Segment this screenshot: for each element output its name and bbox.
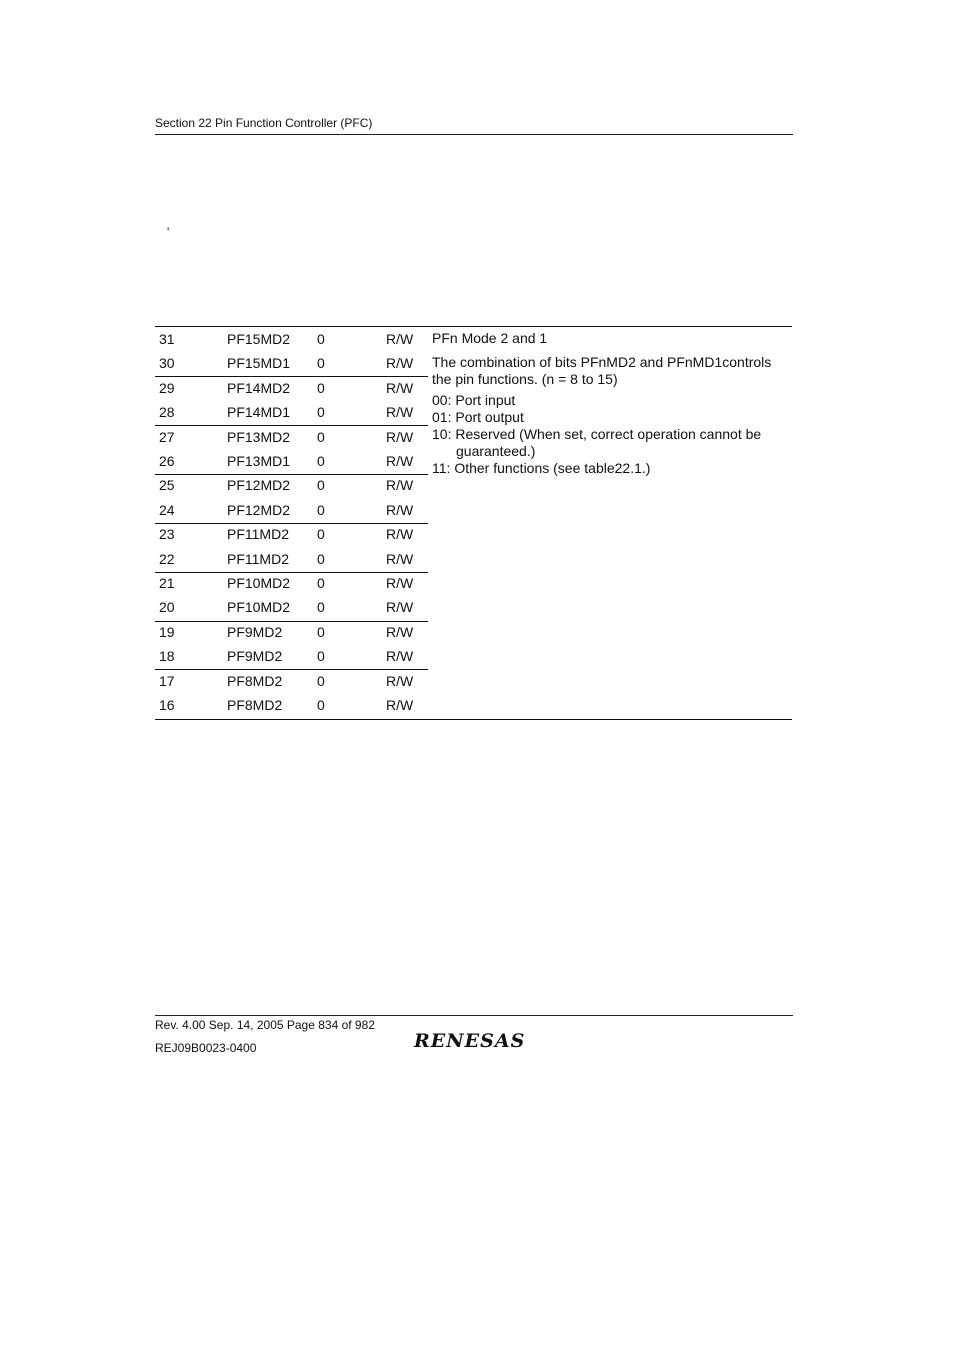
table-row xyxy=(155,669,428,693)
table-row xyxy=(155,376,428,400)
table-row xyxy=(155,473,428,497)
bit-name: PF14MD1 xyxy=(227,404,291,421)
initial-value: 0 xyxy=(317,501,325,518)
initial-value: 0 xyxy=(317,379,325,396)
rw-access: R/W xyxy=(386,623,414,640)
renesas-logo xyxy=(414,1030,536,1054)
bit-name: PF15MD1 xyxy=(227,355,291,372)
rw-access: R/W xyxy=(386,575,414,591)
description-title: PFn Mode 2 and 1 xyxy=(432,330,548,346)
bit-number: 22 xyxy=(159,550,175,567)
option-item: 10: Reserved (When set, correct operation cannot be guaranteed.) xyxy=(432,426,762,459)
table-row xyxy=(155,595,428,619)
bit-number: 28 xyxy=(159,404,175,421)
bit-name: PF12MD2 xyxy=(227,477,291,494)
rw-access: R/W xyxy=(386,599,414,616)
bit-name: PF15MD2 xyxy=(227,331,291,347)
table-row xyxy=(155,425,428,449)
option-item: 00: Port input xyxy=(432,392,516,408)
option-item: 01: Port output xyxy=(432,409,524,425)
bit-number: 17 xyxy=(159,672,175,689)
bit-description xyxy=(432,330,788,477)
initial-value: 0 xyxy=(317,697,325,713)
table-row xyxy=(155,498,428,522)
bit-number: 29 xyxy=(159,379,175,396)
rw-access: R/W xyxy=(386,550,414,567)
description-body: The combination of bits PFnMD2 and PFnMD1controls the pin functions. (n = 8 to 15) xyxy=(432,354,772,387)
bit-number: 30 xyxy=(159,355,175,372)
bit-number: 27 xyxy=(159,428,175,445)
bit-name: PF10MD2 xyxy=(227,575,291,591)
initial-value: 0 xyxy=(317,550,325,567)
bit-number: 16 xyxy=(159,697,175,713)
bit-name: PF11MD2 xyxy=(227,550,289,567)
bit-number: 24 xyxy=(159,501,175,518)
initial-value: 0 xyxy=(317,331,325,347)
register-bit-table xyxy=(155,326,792,720)
bit-number: 26 xyxy=(159,453,175,469)
table-row xyxy=(155,620,428,644)
bit-number: 31 xyxy=(159,331,175,347)
initial-value: 0 xyxy=(317,648,325,665)
table-row xyxy=(155,644,428,668)
footer-revision: Rev. 4.00 Sep. 14, 2005 Page 834 of 982 xyxy=(155,1018,375,1032)
rw-access: R/W xyxy=(386,526,414,543)
bit-number: 20 xyxy=(159,599,175,616)
bit-name: PF8MD2 xyxy=(227,672,283,689)
initial-value: 0 xyxy=(317,355,325,372)
rw-access: R/W xyxy=(386,648,414,665)
bit-name: PF9MD2 xyxy=(227,623,283,640)
rw-access: R/W xyxy=(386,672,414,689)
logo-wordmark: RENESAS xyxy=(414,1030,526,1052)
footer-document-id: REJ09B0023-0400 xyxy=(155,1041,257,1055)
stray-mark: ' xyxy=(167,225,170,239)
rw-access: R/W xyxy=(386,404,414,421)
table-row xyxy=(155,571,428,595)
table-row xyxy=(155,400,428,424)
initial-value: 0 xyxy=(317,428,325,445)
bit-name: PF13MD1 xyxy=(227,453,291,469)
bit-name: PF12MD2 xyxy=(227,501,291,518)
rw-access: R/W xyxy=(386,331,414,347)
table-row xyxy=(155,547,428,571)
rw-access: R/W xyxy=(386,453,414,469)
rw-access: R/W xyxy=(386,477,414,494)
initial-value: 0 xyxy=(317,404,325,421)
table-row xyxy=(155,522,428,546)
section-header: Section 22 Pin Function Controller (PFC) xyxy=(155,116,373,130)
header-divider xyxy=(155,134,793,135)
rw-access: R/W xyxy=(386,428,414,445)
rw-access: R/W xyxy=(386,355,414,372)
initial-value: 0 xyxy=(317,623,325,640)
initial-value: 0 xyxy=(317,453,325,469)
bit-number: 23 xyxy=(159,526,175,543)
initial-value: 0 xyxy=(317,575,325,591)
bit-name: PF13MD2 xyxy=(227,428,291,445)
bit-name: PF14MD2 xyxy=(227,379,291,396)
bit-number: 18 xyxy=(159,648,175,665)
rw-access: R/W xyxy=(386,697,414,713)
bit-name: PF10MD2 xyxy=(227,599,291,616)
initial-value: 0 xyxy=(317,672,325,689)
initial-value: 0 xyxy=(317,599,325,616)
rw-access: R/W xyxy=(386,501,414,518)
bit-name: PF11MD2 xyxy=(227,526,289,543)
rw-access: R/W xyxy=(386,379,414,396)
bit-number: 19 xyxy=(159,623,175,640)
table-row xyxy=(155,327,428,351)
bit-number: 25 xyxy=(159,477,175,494)
bit-name: PF8MD2 xyxy=(227,697,283,713)
table-row xyxy=(155,351,428,375)
option-item: 11: Other functions (see table22.1.) xyxy=(432,460,651,476)
footer-divider xyxy=(155,1015,793,1016)
bit-number: 21 xyxy=(159,575,175,591)
table-row xyxy=(155,693,428,717)
table-row xyxy=(155,449,428,473)
initial-value: 0 xyxy=(317,526,325,543)
bit-name: PF9MD2 xyxy=(227,648,283,665)
initial-value: 0 xyxy=(317,477,325,494)
